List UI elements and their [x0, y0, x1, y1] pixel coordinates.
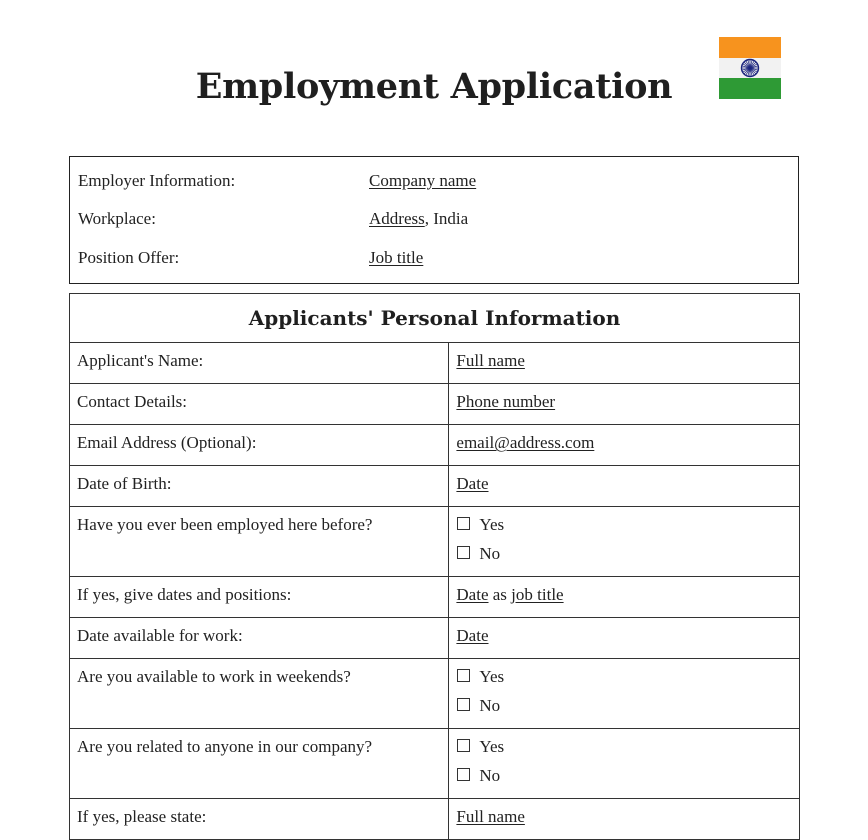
date-available-label: Date available for work:	[70, 618, 449, 659]
contact-details-cell	[449, 384, 800, 425]
weekends-no-option[interactable]	[456, 696, 792, 725]
date-available-cell	[449, 618, 800, 659]
dates-positions-label: If yes, give dates and positions:	[70, 577, 449, 618]
employed-before-label: Have you ever been employed here before?	[70, 507, 449, 577]
table-row	[70, 466, 800, 507]
email-label: Email Address (Optional):	[70, 425, 449, 466]
checkbox-icon[interactable]	[457, 546, 470, 559]
dates-positions-cell	[449, 577, 800, 618]
workplace-label: Workplace:	[78, 209, 156, 228]
checkbox-icon[interactable]	[457, 768, 470, 781]
employer-info-box	[69, 156, 799, 284]
table-row	[70, 507, 800, 577]
weekends-options	[449, 659, 800, 729]
no-label: No	[479, 766, 501, 785]
phone-number-field[interactable]: Phone number	[456, 392, 556, 411]
personal-info-table	[69, 293, 800, 840]
applicant-name-label: Applicant's Name:	[70, 343, 449, 384]
table-row	[70, 577, 800, 618]
yes-label: Yes	[479, 737, 505, 756]
table-row	[70, 384, 800, 425]
please-state-label: If yes, please state:	[70, 799, 449, 840]
as-text: as	[488, 585, 512, 604]
previous-job-title-field[interactable]: job title	[511, 585, 564, 604]
related-full-name-field[interactable]: Full name	[456, 807, 525, 826]
india-flag-icon	[719, 37, 781, 99]
india-flag-graphic	[719, 37, 781, 99]
date-of-birth-field[interactable]: Date	[456, 474, 489, 493]
related-options	[449, 729, 800, 799]
related-yes-option[interactable]	[456, 737, 792, 766]
email-cell	[449, 425, 800, 466]
table-row	[70, 343, 800, 384]
position-row	[70, 246, 798, 270]
related-no-option[interactable]	[456, 766, 792, 795]
table-row	[70, 659, 800, 729]
personal-info-heading: Applicants' Personal Information	[70, 294, 800, 343]
previous-date-field[interactable]: Date	[456, 585, 489, 604]
table-row	[70, 799, 800, 840]
date-of-birth-label: Date of Birth:	[70, 466, 449, 507]
full-name-field[interactable]: Full name	[456, 351, 525, 370]
date-of-birth-cell	[449, 466, 800, 507]
workplace-value	[369, 207, 468, 231]
position-offer-label: Position Offer:	[78, 248, 180, 267]
employer-info-label: Employer Information:	[78, 171, 236, 190]
no-label: No	[479, 544, 501, 563]
yes-label: Yes	[479, 667, 505, 686]
yes-label: Yes	[479, 515, 505, 534]
workplace-row	[70, 207, 798, 231]
employer-row	[70, 169, 798, 193]
country-text: , India	[424, 209, 469, 228]
no-label: No	[479, 696, 501, 715]
email-field[interactable]: email@address.com	[456, 433, 595, 452]
weekends-yes-option[interactable]	[456, 667, 792, 696]
checkbox-icon[interactable]	[457, 698, 470, 711]
related-label: Are you related to anyone in our company?	[70, 729, 449, 799]
table-row	[70, 425, 800, 466]
employed-before-options	[449, 507, 800, 577]
checkbox-icon[interactable]	[457, 739, 470, 752]
document-title: Employment Application	[195, 66, 673, 107]
table-row	[70, 729, 800, 799]
employed-before-no-option[interactable]	[456, 544, 792, 573]
please-state-cell	[449, 799, 800, 840]
employed-before-yes-option[interactable]	[456, 515, 792, 544]
company-name-field[interactable]: Company name	[369, 171, 477, 190]
job-title-field[interactable]: Job title	[369, 248, 424, 267]
address-field[interactable]: Address	[369, 209, 425, 228]
date-available-field[interactable]: Date	[456, 626, 489, 645]
table-heading-row	[70, 294, 800, 343]
checkbox-icon[interactable]	[457, 669, 470, 682]
applicant-name-cell	[449, 343, 800, 384]
checkbox-icon[interactable]	[457, 517, 470, 530]
weekends-label: Are you available to work in weekends?	[70, 659, 449, 729]
table-row	[70, 618, 800, 659]
contact-details-label: Contact Details:	[70, 384, 449, 425]
